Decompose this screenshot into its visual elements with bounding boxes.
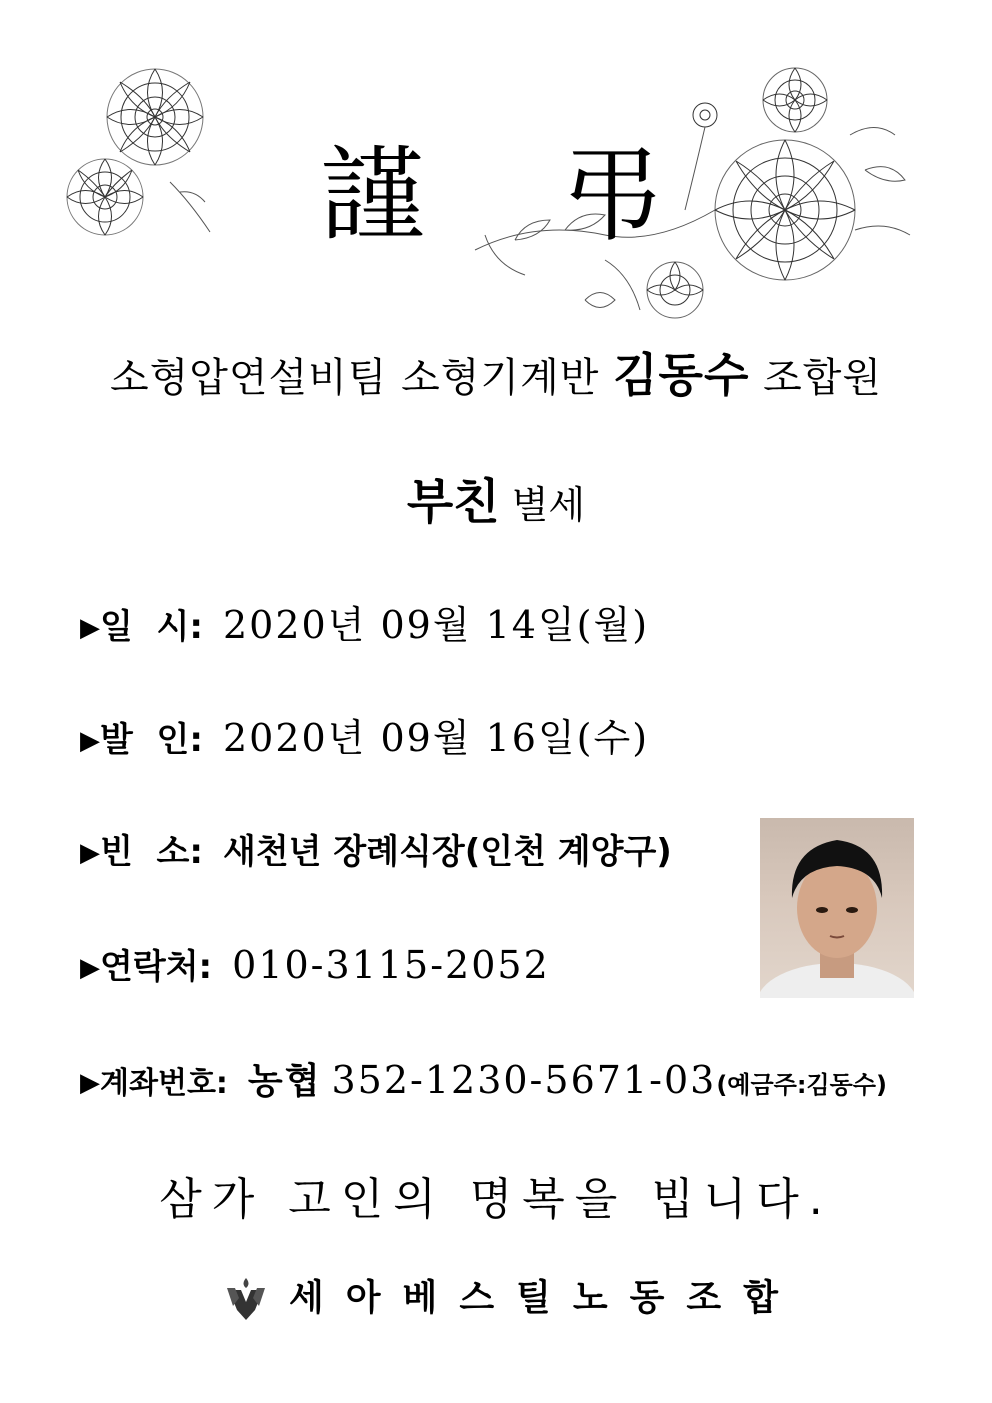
member-position: 조합원 — [763, 355, 883, 401]
bullet-icon: ▶ — [80, 1068, 100, 1098]
member-name: 김동수 — [613, 348, 750, 402]
detail-label: ▶일 시: — [80, 607, 203, 647]
member-photo — [760, 818, 914, 998]
relation-suffix: 별세 — [511, 483, 586, 527]
deceased-relative-line — [0, 345, 992, 408]
detail-funeral — [80, 708, 649, 768]
detail-value: 010-3115-2052 — [232, 943, 550, 987]
title-char-1: 謹 — [320, 134, 425, 256]
detail-value — [248, 1058, 887, 1102]
title-char-2: 弔 — [560, 134, 665, 256]
relation-main: 부친 — [406, 474, 500, 530]
detail-value: 2020년 09월 14일(월) — [222, 603, 650, 647]
bullet-icon: ▶ — [80, 613, 100, 643]
union-signature — [225, 1268, 800, 1328]
condolence-message: 삼가 고인의 명복을 빕니다. — [159, 1174, 833, 1225]
union-name: 세아베스틸노동조합 — [289, 1277, 800, 1319]
detail-contact — [80, 935, 550, 995]
union-hands-logo-icon — [225, 1276, 267, 1322]
detail-value: 2020년 09월 16일(수) — [222, 716, 650, 760]
detail-account — [80, 1050, 887, 1110]
detail-label: ▶빈 소: — [80, 832, 203, 872]
title-hanja — [0, 130, 992, 260]
bullet-icon: ▶ — [80, 838, 100, 868]
account-holder: (예금주:김동수) — [716, 1071, 887, 1099]
relation-line — [0, 470, 992, 537]
detail-value: 새천년 장례식장(인천 계양구) — [222, 832, 672, 872]
portrait-icon — [760, 818, 914, 998]
detail-label: ▶발 인: — [80, 720, 203, 760]
bullet-icon: ▶ — [80, 953, 100, 983]
account-number: 352-1230-5671-03 — [331, 1058, 717, 1102]
bullet-icon: ▶ — [80, 726, 100, 756]
detail-label: ▶계좌번호: — [80, 1066, 228, 1101]
detail-label: ▶연락처: — [80, 947, 213, 987]
detail-date — [80, 595, 649, 655]
detail-place — [80, 822, 672, 882]
bank-name: 농협 — [247, 1061, 322, 1102]
team-name: 소형압연설비팀 소형기계반 — [109, 355, 600, 401]
